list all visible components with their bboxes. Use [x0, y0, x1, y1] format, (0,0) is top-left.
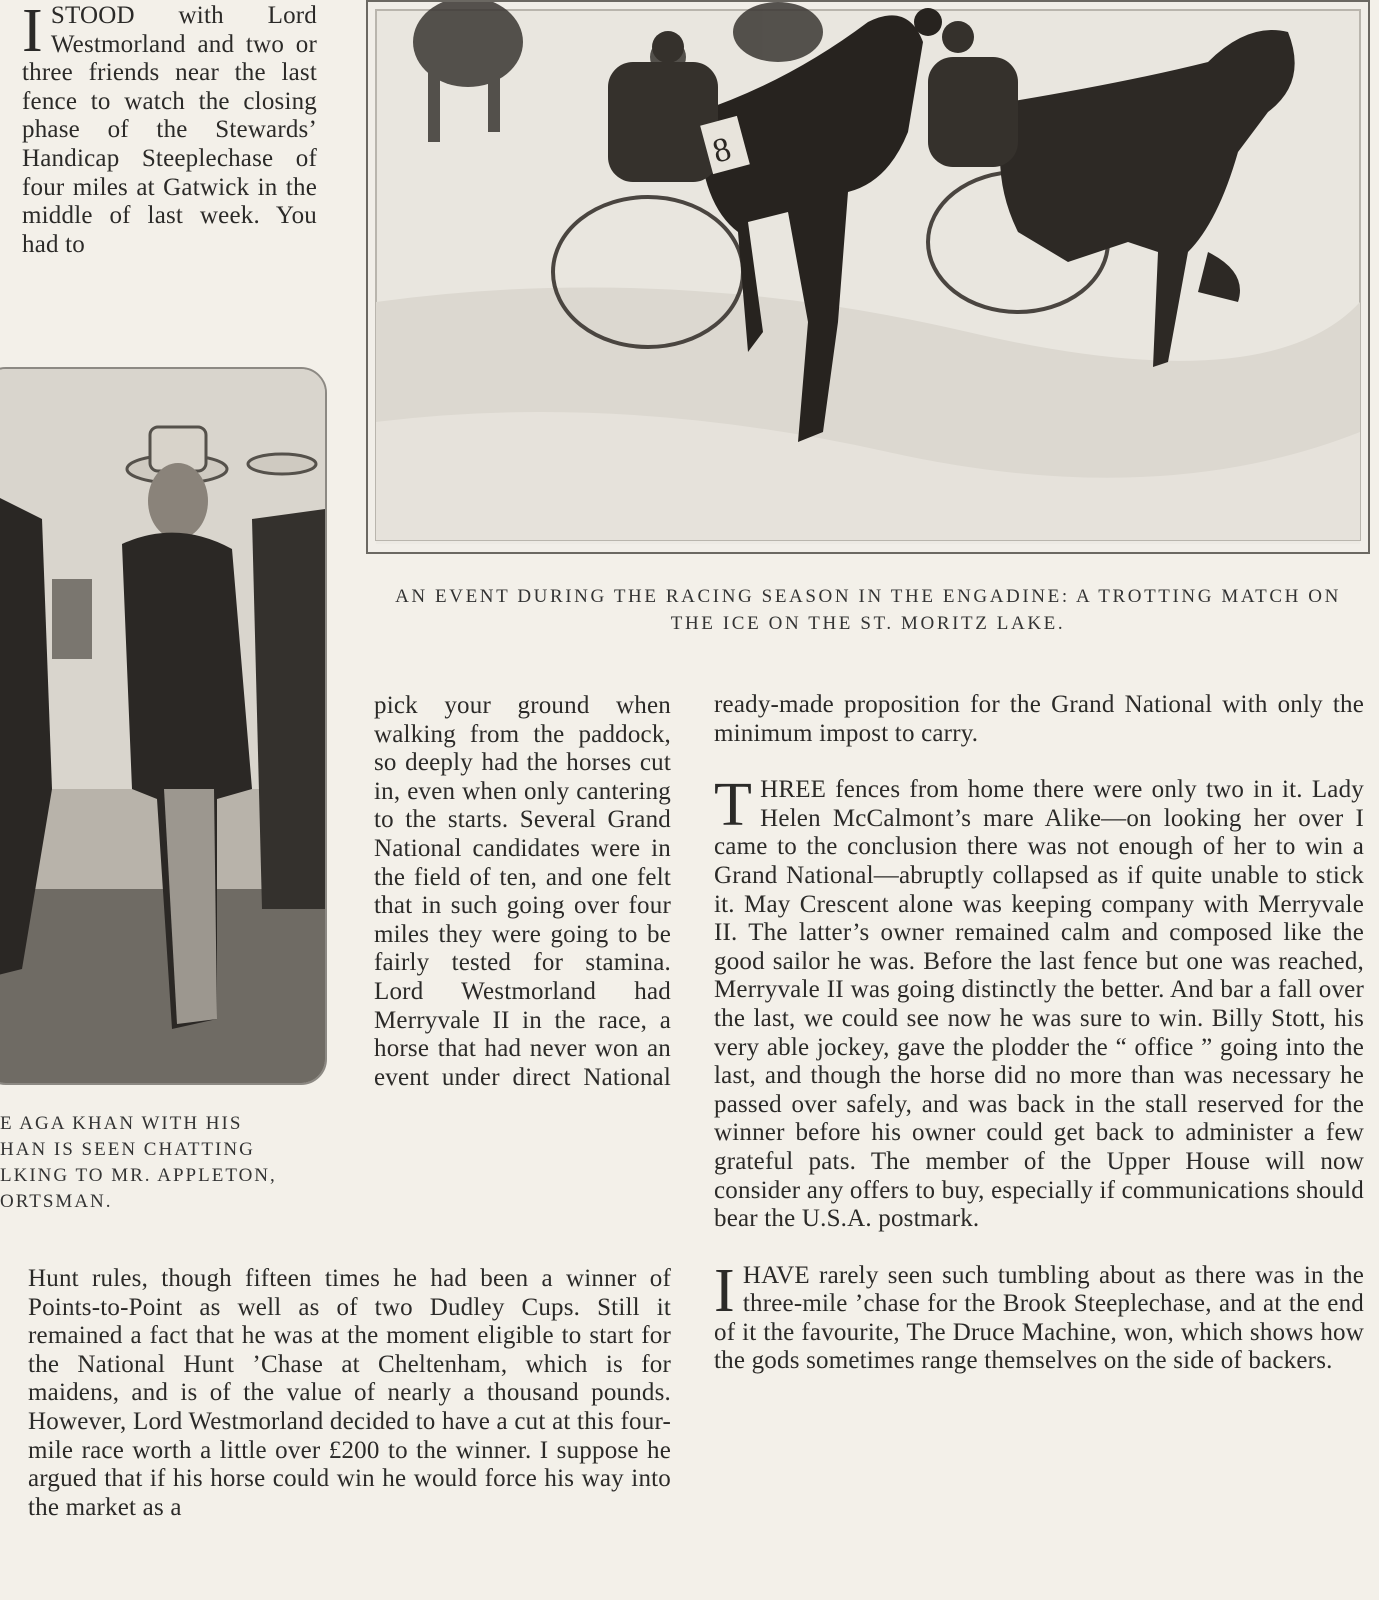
right-paragraph-3 — [714, 1256, 1364, 1376]
aga-khan-photo-caption — [0, 1111, 340, 1215]
intro-dropcap: I — [22, 0, 43, 65]
middle-column: pick your ground when walking from the paddock, so deeply had the horses cut in, even when only cantering to the starts. Several Grand National candidates were in the field of ten, and one felt that in such going over four miles they were going to be fairly tested for stamina. Lord Westmorland had Merryvale II in the race, a horse that had never won an event under direct National — [374, 692, 671, 1091]
intro-paragraph — [22, 2, 317, 259]
side-caption-line-1: E AGA KHAN WITH HIS — [0, 1113, 243, 1134]
paragraph2-dropcap: T — [714, 771, 753, 840]
paragraph3-text: HAVE rarely seen such tumbling about as there was in the three-mile ’chase for the Brook Steeplechase, and at the end of it the favourite, The Druce Machine, won, which shows how the gods sometimes range themselves on the side of backers. — [714, 1261, 1364, 1375]
trotting-photo — [366, 0, 1370, 554]
wide-column-text: Hunt rules, though fifteen times he had been a winner of Points-to-Point as well as of two Dudley Cups. Still it remained a fact that he was at the moment eligible to start for the National Hunt ’Chase at Cheltenham, which is for maidens, and is of the value of nearly a thousand pounds. However, Lord Westmorland decided to have a cut at this four-mile race worth a little over £200 to the winner. I suppose he argued that if his horse could win he would force his way into the market as a — [28, 1265, 671, 1521]
right-paragraph-2 — [714, 771, 1364, 1234]
paragraph2-text: HREE fences from home there were only two in it. Lady Helen McCalmont’s mare Alike—on looking her over I came to the conclusion there was not enough of her to win a Grand National—abruptly collapsed as if quite unable to stick it. May Crescent alone was keeping company with Merryvale II. The latter’s owner remained calm and composed like the good sailor he was. Before the last fence but one was reached, Merryvale II was going distinctly the better. And bar a fall over the last, we could see now he was sure to win. Billy Stott, his very able jockey, gave the plodder the “ office ” going into the last, and though the horse did no more than was necessary he passed over safely, and was back in the stall reserved for the winner before his owner could get back to administer a few grateful pats. The member of the Upper House will now consider any offers to buy, especially if communications should bear the U.S.A. postmark. — [714, 776, 1364, 1233]
saddle-number: 8 — [708, 130, 735, 171]
paragraph3-dropcap: I — [714, 1256, 735, 1325]
side-caption-line-4: ORTSMAN. — [0, 1191, 113, 1212]
aga-khan-photo — [0, 367, 327, 1085]
wide-column — [28, 1265, 671, 1522]
side-caption-line-3: LKING TO MR. APPLETON, — [0, 1165, 277, 1186]
right-column — [714, 691, 1364, 1376]
right-paragraph-1: ready-made proposition for the Grand National with only the minimum impost to carry. — [714, 691, 1364, 747]
intro-text: STOOD with Lord Westmorland and two or three friends near the last fence to watch the closing phase of the Stewards’ Handicap Steeplechase of four miles at Gatwick in the middle of last week. You had to — [22, 2, 317, 258]
aga-khan-scene — [0, 369, 325, 1083]
side-caption-line-2: HAN IS SEEN CHATTING — [0, 1139, 255, 1160]
trotting-photo-caption: AN EVENT DURING THE RACING SEASON IN THE ENGADINE: A TROTTING MATCH ON THE ICE ON THE ST. MORITZ LAKE. — [395, 586, 1341, 634]
trotting-scene — [368, 2, 1368, 552]
